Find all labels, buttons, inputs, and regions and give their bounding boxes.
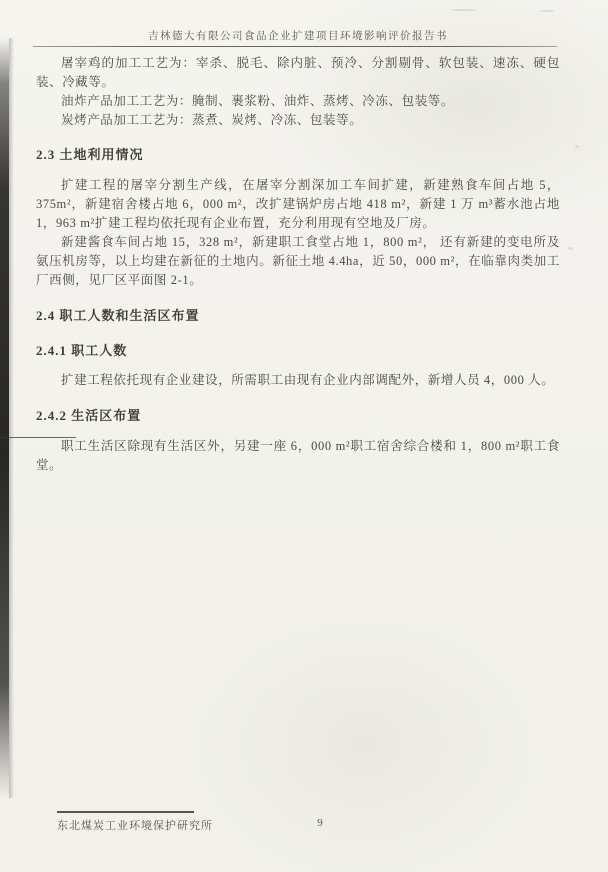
footer-institute-name: 东北煤炭工业环境保护研究所 (57, 820, 213, 832)
scan-spine-shadow-fade (9, 38, 14, 798)
paragraph-living-area: 职工生活区除现有生活区外，另建一座 6，000 m²职工宿舍综合楼和 1，800 m²职工食堂。 (36, 439, 560, 472)
page-number: 9 (317, 817, 323, 829)
running-header-title: 吉林德大有限公司食品企业扩建项目环境影响评价报告书 (148, 31, 448, 42)
section-heading-2-4-2: 2.4.2 生活区布置 (36, 408, 142, 423)
document-body (36, 54, 560, 475)
scan-speck (568, 247, 573, 250)
paragraph-staff-count: 扩建工程依托现有企业建设，所需职工由现有企业内部调配外，新增人员 4，000 人。 (61, 373, 555, 387)
paragraph-land-use-2: 新建酱食车间占地 15，328 m²，新建职工食堂占地 1，800 m²， 还有新建的变电所及氨压机房等，以上均建在新征的土地内。新征土地 4.4ha，近 50，000 m²，在临靠肉类加工厂西侧，见厂区平面图 2-1。 (36, 235, 560, 287)
scan-speck (450, 9, 476, 11)
scan-artifact-line (0, 437, 76, 438)
section-heading-2-3: 2.3 土地利用情况 (36, 147, 144, 162)
section-heading-2-4: 2.4 职工人数和生活区布置 (36, 308, 200, 323)
section-heading-2-4-1: 2.4.1 职工人数 (36, 343, 128, 358)
header-rule (33, 46, 557, 47)
scan-speck (540, 10, 554, 12)
paragraph-fried-process: 油炸产品加工工艺为：腌制、裹浆粉、油炸、蒸烤、冷冻、包装等。 (61, 94, 455, 108)
scan-speck (575, 145, 579, 148)
paragraph-roast-process: 炭烤产品加工工艺为：蒸煮、炭烤、冷冻、包装等。 (61, 113, 363, 127)
paragraph-land-use-1: 扩建工程的屠宰分割生产线，在屠宰分割深加工车间扩建，新建熟食车间占地 5，375m²，新建宿舍楼占地 6，000 m²，改扩建锅炉房占地 418 m²，新建 1 万 m³蓄水池占地 1，963 m²扩建工程均依托现有企业布置，充分利用现有空地及厂房。 (36, 178, 560, 230)
footer-rule (57, 811, 194, 813)
scan-spine-shadow (0, 38, 9, 798)
paragraph-slaughter-process: 屠宰鸡的加工工艺为：宰杀、脱毛、除内脏、预冷、分割剔骨、软包装、速冻、硬包装、冷藏等。 (36, 56, 560, 89)
